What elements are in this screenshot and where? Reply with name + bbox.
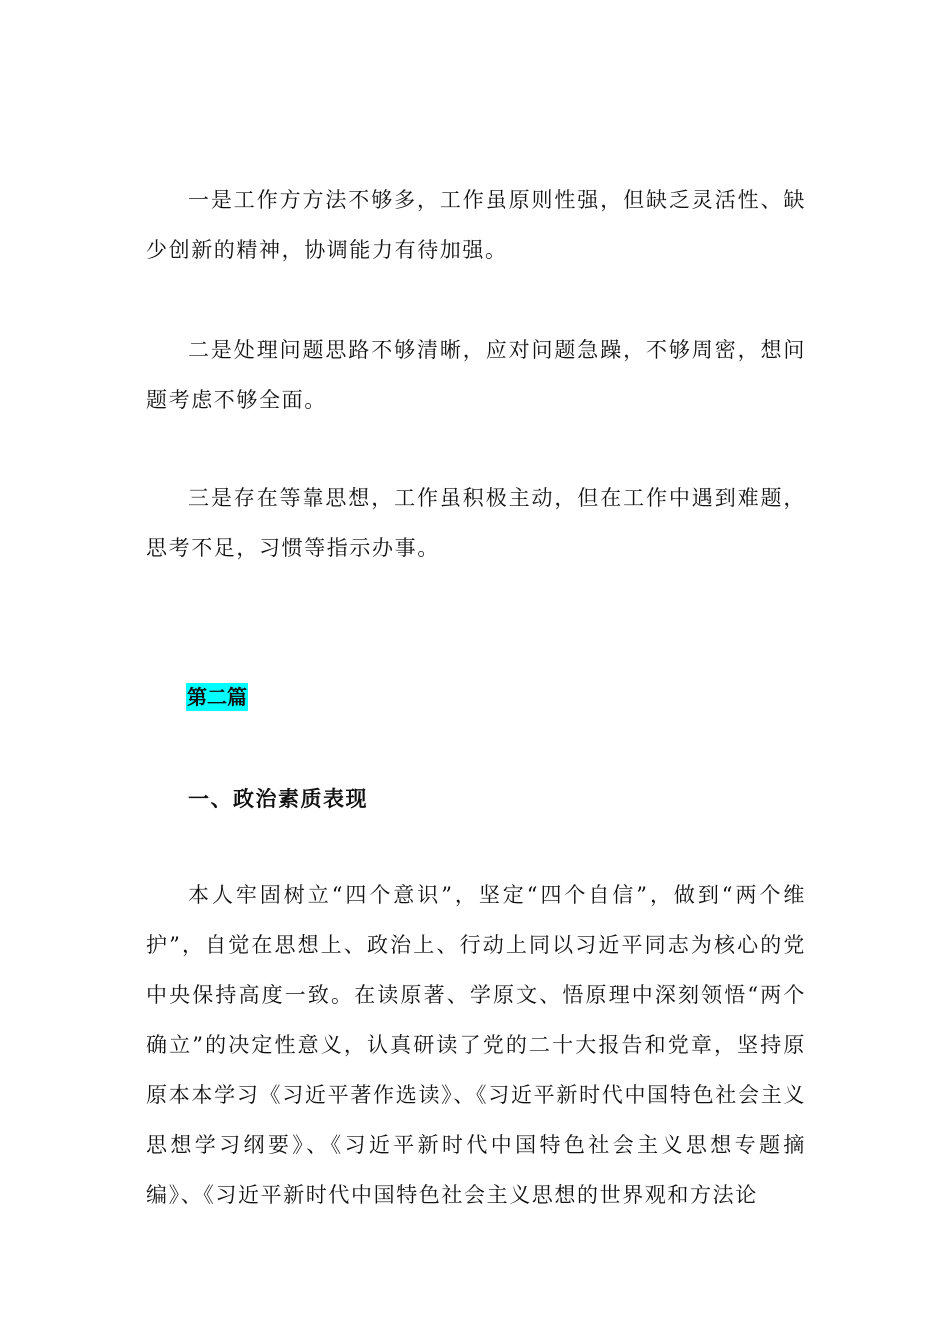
paragraph-point-three: 三是存在等靠思想，工作虽积极主动，但在工作中遇到难题，思考不足，习惯等指示办事。	[146, 486, 806, 560]
section-heading: 一、政治素质表现	[188, 787, 368, 811]
body-paragraph: 本人牢固树立“四个意识”，坚定“四个自信”，做到“两个维护”，自觉在思想上、政治上、行动上同以习近平同志为核心的党中央保持高度一致。在读原著、学原文、悟原理中深刻领悟“两个确立”的决定性意义，认真研读了党的二十大报告和党章，坚持原原本本学习《习近平著作选读》、《习近平新时代中国特色社会主义思想学习纲要》、《习近平新时代中国特色社会主义思想专题摘编》、《习近平新时代中国特色社会主义思想的世界观和方法论	[146, 883, 806, 1207]
paragraph-point-one: 一是工作方方法不够多，工作虽原则性强，但缺乏灵活性、缺少创新的精神，协调能力有待加强。	[146, 188, 806, 262]
section-title-highlighted: 第二篇	[187, 685, 247, 709]
paragraph-point-two: 二是处理问题思路不够清晰，应对问题急躁，不够周密，想问题考虑不够全面。	[146, 338, 806, 412]
